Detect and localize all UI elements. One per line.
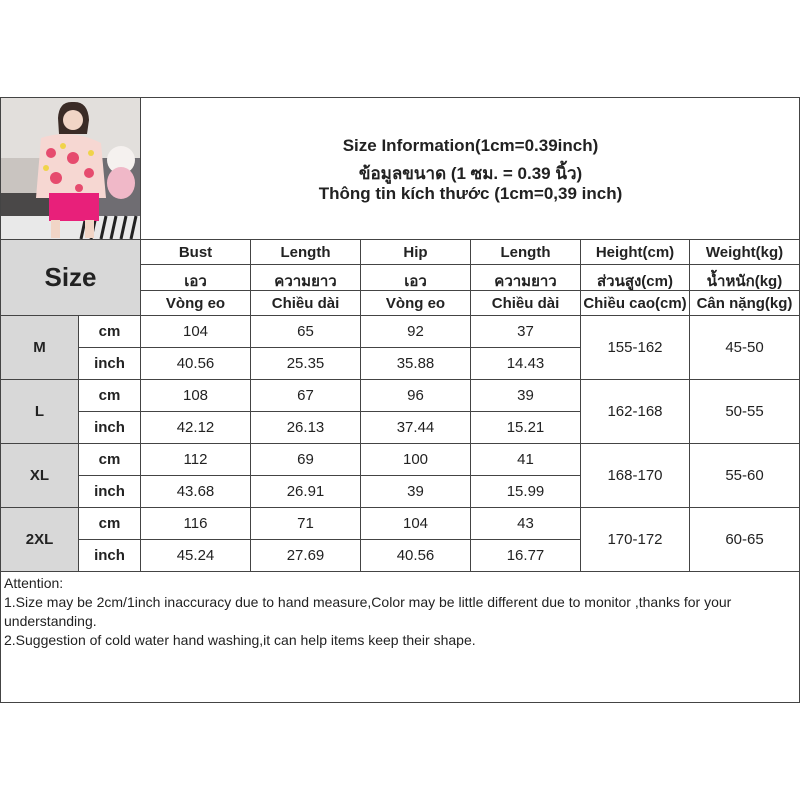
col-header-height-en: Height(cm): [595, 244, 675, 261]
attention-heading: Attention:: [4, 575, 64, 591]
col-header-hip-th: เอว: [404, 273, 427, 290]
cell-2xl-cm-bust: 116: [183, 515, 208, 532]
col-header-length2-en: Length: [500, 244, 551, 261]
cell-xl-inch-hip: 39: [407, 483, 424, 500]
unit-label-cm: cm: [98, 451, 121, 468]
col-header-hip-vi: Vòng eo: [385, 295, 446, 312]
cell-m-inch-length: 25.35: [286, 355, 325, 372]
col-header-bust-vi: Vòng eo: [165, 295, 226, 312]
cell-xl-inch-length: 26.91: [286, 483, 325, 500]
unit-label-inch: inch: [94, 483, 125, 500]
title-vietnamese: Thông tin kích thước (1cm=0,39 inch): [318, 184, 623, 203]
attention-note-1: 1.Size may be 2cm/1inch inaccuracy due to hand measure,Color may be little different due to monitor ,thanks for your understanding.: [4, 594, 732, 629]
cell-l-height: 162-168: [607, 403, 663, 420]
cell-2xl-inch-length: 27.69: [286, 547, 325, 564]
cell-m-inch-bust: 40.56: [176, 355, 215, 372]
col-header-weight-en: Weight(kg): [705, 244, 784, 261]
size-header: Size: [44, 262, 97, 292]
unit-label-inch: inch: [94, 547, 125, 564]
size-label-xl: XL: [29, 467, 50, 484]
col-header-length-th: ความยาว: [274, 273, 337, 290]
cell-xl-weight: 55-60: [725, 467, 764, 484]
cell-xl-height: 168-170: [607, 467, 663, 484]
col-header-height-th: ส่วนสูง(cm): [597, 273, 673, 290]
cell-m-weight: 45-50: [725, 339, 764, 356]
cell-l-weight: 50-55: [725, 403, 764, 420]
cell-2xl-cm-hip: 104: [402, 515, 429, 532]
col-header-length-vi: Chiều dài: [271, 295, 340, 312]
col-header-height-vi: Chiều cao(cm): [583, 295, 687, 312]
cell-xl-cm-length2: 41: [517, 451, 534, 468]
cell-l-cm-bust: 108: [182, 387, 209, 404]
size-label-l: L: [34, 403, 45, 420]
col-header-weight-vi: Cân nặng(kg): [696, 295, 793, 312]
size-label-m: M: [33, 339, 46, 356]
cell-xl-cm-length: 69: [297, 451, 314, 468]
unit-label-cm: cm: [98, 515, 121, 532]
cell-xl-inch-bust: 43.68: [176, 483, 215, 500]
col-header-bust-en: Bust: [178, 244, 213, 261]
size-label-2xl: 2XL: [25, 531, 54, 548]
attention-notes: [4, 574, 794, 650]
cell-xl-cm-bust: 112: [183, 451, 208, 468]
cell-l-inch-length: 26.13: [286, 419, 325, 436]
cell-xl-cm-hip: 100: [402, 451, 429, 468]
unit-label-cm: cm: [98, 323, 121, 340]
title-thai: ข้อมูลขนาด (1 ซม. = 0.39 นิ้ว): [358, 164, 583, 183]
cell-l-cm-hip: 96: [407, 387, 424, 404]
col-header-length2-th: ความยาว: [494, 273, 557, 290]
cell-m-cm-length2: 37: [517, 323, 534, 340]
cell-l-inch-hip: 37.44: [396, 419, 435, 436]
cell-m-inch-hip: 35.88: [396, 355, 435, 372]
cell-2xl-cm-length: 71: [297, 515, 314, 532]
cell-m-inch-length2: 14.43: [506, 355, 545, 372]
cell-l-inch-bust: 42.12: [176, 419, 215, 436]
col-header-bust-th: เอว: [184, 273, 207, 290]
unit-label-inch: inch: [94, 419, 125, 436]
cell-m-cm-length: 65: [297, 323, 314, 340]
col-header-hip-en: Hip: [403, 244, 428, 261]
attention-note-2: 2.Suggestion of cold water hand washing,it can help items keep their shape.: [4, 632, 476, 648]
cell-2xl-cm-length2: 43: [517, 515, 534, 532]
cell-l-inch-length2: 15.21: [506, 419, 545, 436]
cell-2xl-weight: 60-65: [725, 531, 764, 548]
cell-m-cm-bust: 104: [182, 323, 209, 340]
cell-xl-inch-length2: 15.99: [506, 483, 545, 500]
unit-label-inch: inch: [94, 355, 125, 372]
unit-label-cm: cm: [98, 387, 121, 404]
cell-m-cm-hip: 92: [407, 323, 424, 340]
cell-2xl-inch-length2: 16.77: [506, 547, 545, 564]
cell-l-cm-length: 67: [297, 387, 314, 404]
cell-2xl-inch-hip: 40.56: [396, 547, 435, 564]
cell-2xl-height: 170-172: [607, 531, 663, 548]
title-english: Size Information(1cm=0.39inch): [342, 136, 599, 155]
cell-2xl-inch-bust: 45.24: [176, 547, 215, 564]
cell-l-cm-length2: 39: [517, 387, 534, 404]
col-header-weight-th: น้ำหนัก(kg): [706, 273, 783, 290]
col-header-length2-vi: Chiều dài: [491, 295, 560, 312]
product-photo: [1, 98, 140, 239]
col-header-length-en: Length: [280, 244, 331, 261]
product-photo-illustration: [1, 98, 140, 239]
cell-m-height: 155-162: [607, 339, 663, 356]
